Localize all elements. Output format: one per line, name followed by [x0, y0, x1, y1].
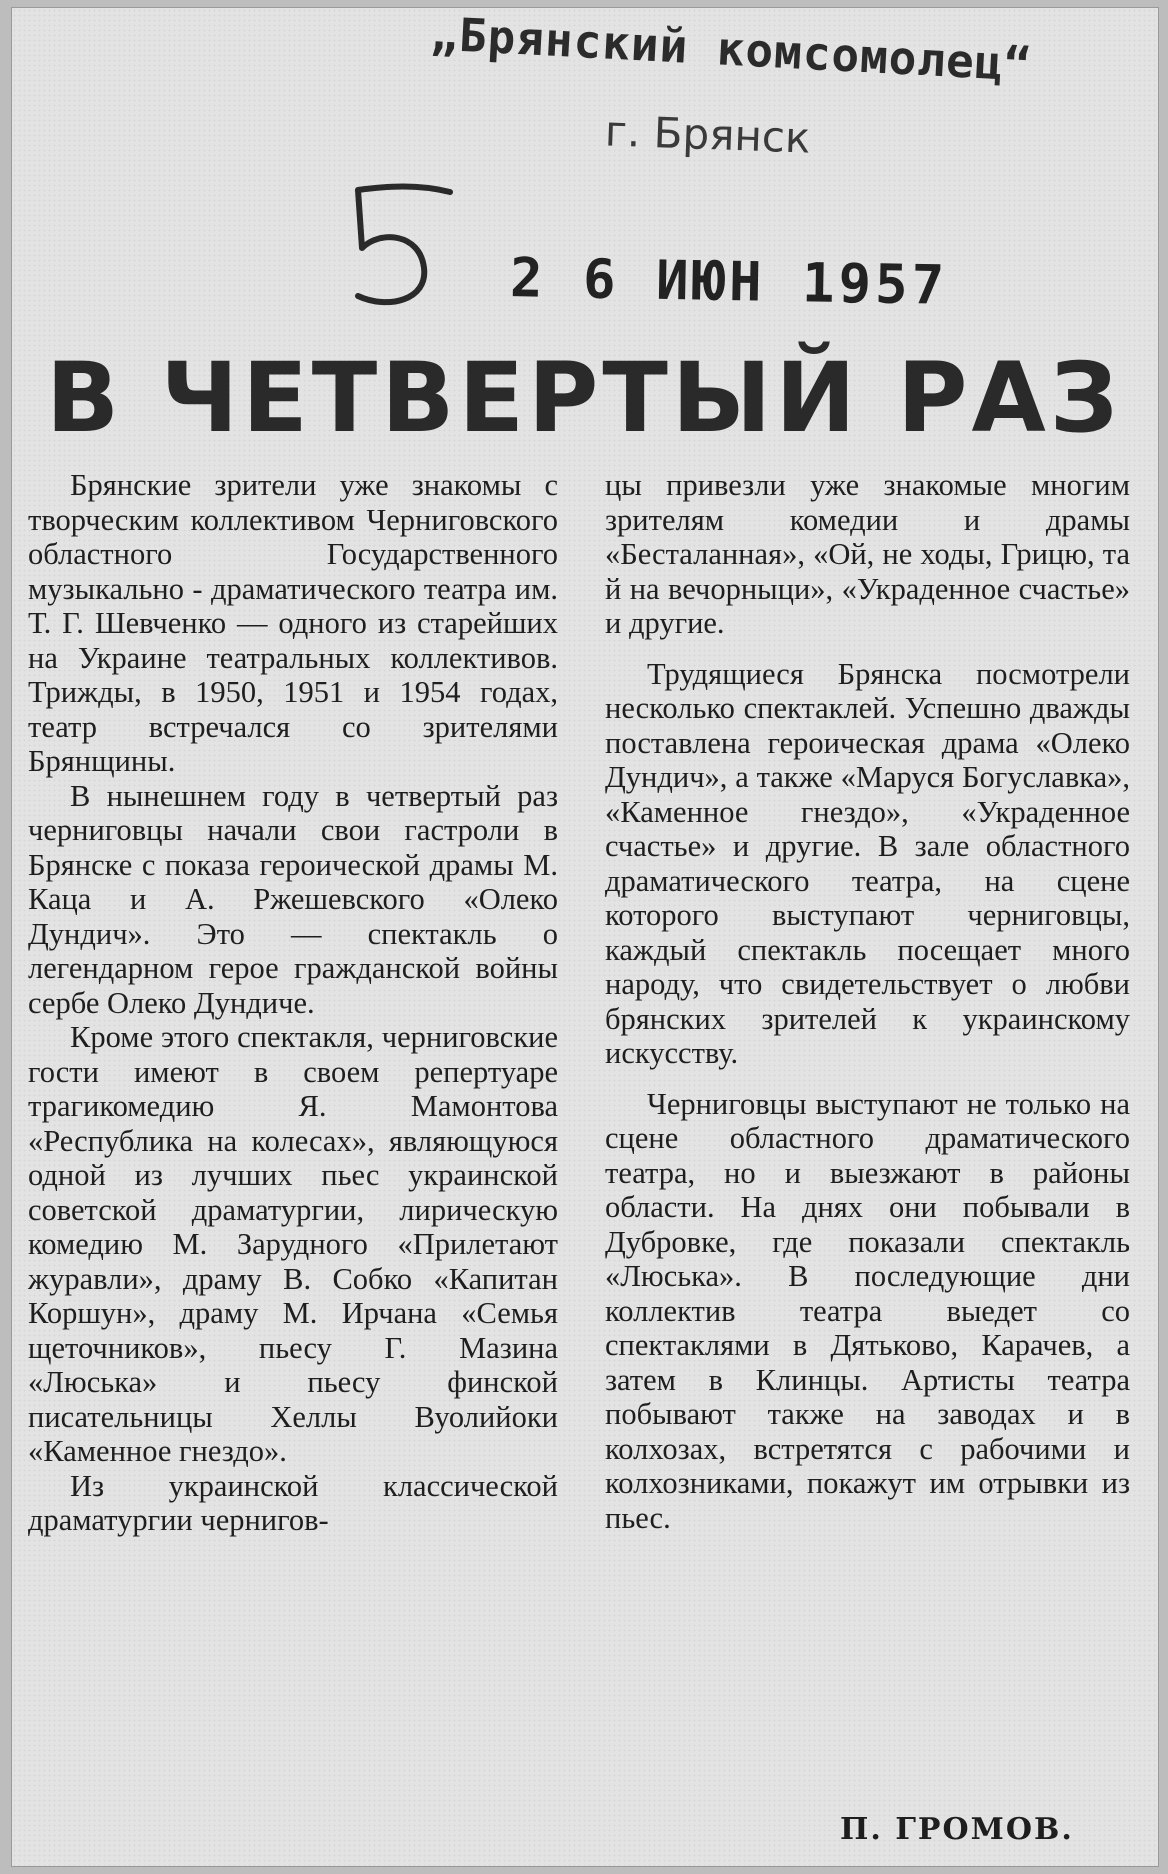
paragraph: Трудящиеся Брянска посмотрели несколько спектаклей. Успешно дважды поставлена героическая драма «Олеко Дундич», а также «Маруся Богуславка», «Каменное гнездо», «Украденное счастье» и другие. В зале областного драматического театра, на сцене которого выступают черниговцы, каждый спектакль посещает много народу, что свидетельствует о любви брянских зрителей к украинскому искусству. [605, 656, 1130, 1070]
paragraph: Черниговцы выступают не только на сцене областного драматического театра, но и выезжают в районы области. На днях они побывали в Дубровке, где показали спектакль «Люська». В последующие дни коллектив театра выедет со спектаклями в Дятьково, Карачев, а затем в Клинцы. Артисты театра побывают также на заводах и в колхозах, встретятся с рабочими и колхозниками, покажут им отрывки из пьес. [605, 1086, 1130, 1535]
paragraph: Кроме этого спектакля, черниговские гости имеют в своем репертуаре трагикомедию Я. Мамонтова «Республика на колесах», являющуюся одной из лучших пьес украинской советской драматургии, лирическую комедию М. Зарудного «Прилетают журавли», драму В. Собко «Капитан Коршун», драму М. Ирчана «Семья щеточников», пьесу Г. Мазина «Люська» и пьесу финской писательницы Хеллы Вуолийоки «Каменное гнездо». [28, 1020, 558, 1468]
date-stamp: 2 6 ИЮН 1957 [509, 246, 949, 317]
newspaper-name-stamp: „Брянский комсомолец“ [428, 6, 1034, 92]
headline: В ЧЕТВЕРТЫЙ РАЗ [46, 342, 1122, 454]
handwritten-mark-icon [340, 178, 460, 318]
paragraph: Брянские зрители уже знакомы с творческим коллективом Черниговского областного Государственного музыкально - драматического театра им. Т. Г. Шевченко — одного из старейших на Украине театральных коллективов. Трижды, в 1950, 1951 и 1954 годах, театр встречался со зрителями Брянщины. [28, 468, 558, 778]
article-column-left [28, 468, 558, 1538]
article-column-right [605, 468, 1130, 1535]
author-byline: П. ГРОМОВ. [840, 1812, 1074, 1847]
paragraph: В нынешнем году в четвертый раз черниговцы начали свои гастроли в Брянске с показа героической драмы М. Каца и А. Ржешевского «Олеко Дундич». Это — спектакль о легендарном герое гражданской войны сербе Олеко Дундиче. [28, 778, 558, 1020]
paragraph: цы привезли уже знакомые многим зрителям комедии и драмы «Бесталанная», «Ой, не ходы, Грицю, та й на вечорныци», «Украденное счастье» и другие. [605, 468, 1130, 640]
city-stamp: г. Брянск [604, 106, 812, 163]
paragraph: Из украинской классической драматургии чернигов- [28, 1468, 558, 1537]
